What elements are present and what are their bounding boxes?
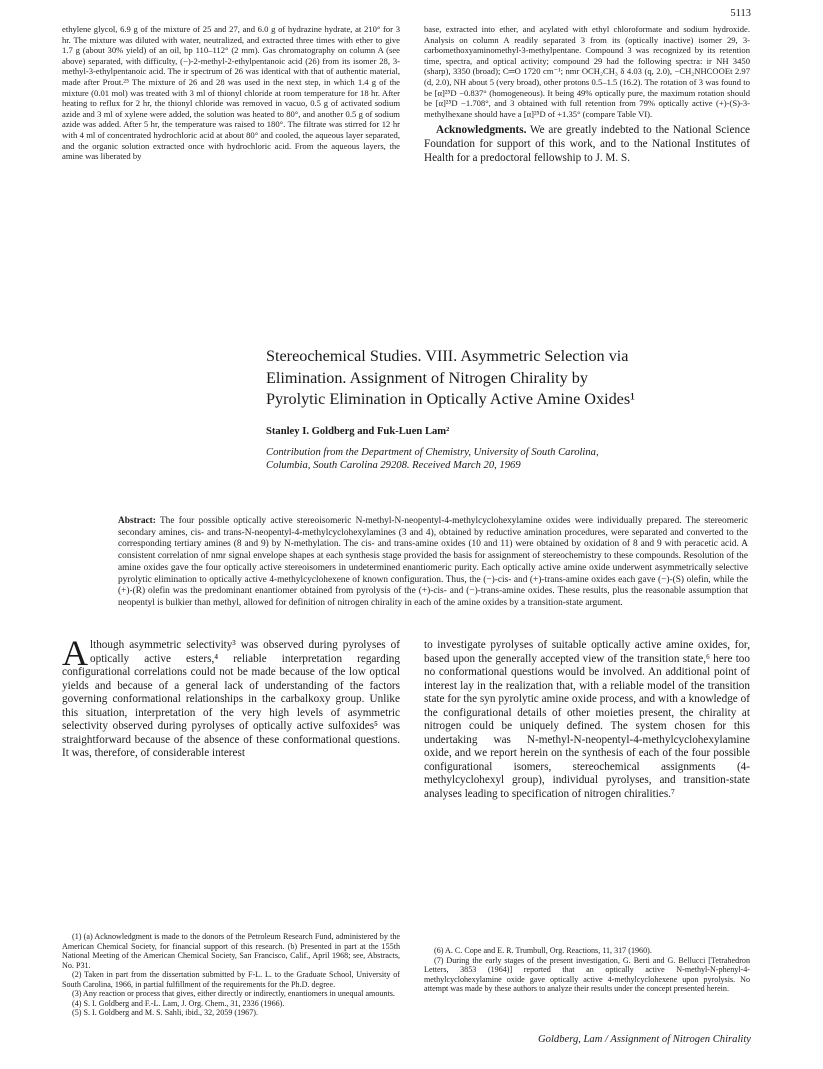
body-right-column — [424, 639, 750, 802]
page-number: 5113 — [730, 8, 751, 19]
top-left-column — [62, 24, 400, 162]
title-line-3: Pyrolytic Elimination in Optically Active Amine Oxides¹ — [266, 390, 636, 408]
acknowledgments — [424, 124, 750, 165]
body-text-right: to investigate pyrolyses of suitable optically active amine oxides, for, based upon the generally accepted view of the transition state,⁶ here too no conformational questions would be involved. An additional point of interest lay in the realization that, with a reliable model of the transition state for the syn pyrolytic amine oxide process, and with a knowledge of the configurational details of other moieties present, the chirality at nitrogen could be uniquely defined. The system chosen for this undertaking was N-methyl-N-neopentyl-4-methylcyclohexylamine oxide, and we report herein on the synthesis of each of the four possible configurational isomers, stereochemical assignments (4-methylcyclohexyl group), individual pyrolyses, and transition-state analyses leading to specification of nitrogen chiralities.⁷ — [424, 639, 750, 801]
affiliation-line-2: Columbia, South Carolina 29208. Received March 20, 1969 — [266, 460, 521, 471]
footnote: (1) (a) Acknowledgment is made to the donors of the Petroleum Research Fund, administered by the American Chemical Society, for financial support of this research. (b) Presented in part at the 155th National Meeting of the American Chemical Society, San Francisco, Calif., April 1968; see, Abstracts, No. P31. — [62, 932, 400, 970]
footnote: (7) During the early stages of the present investigation, G. Berti and G. Bellucci [Tetrahedron Letters, 3853 (1964)] reported that an optically active N-methyl-N-phenyl-4-methylcyclohexylamine oxide gave optically active 4-methylcyclohexene upon pyrolysis. No attempt was made by these authors to analyze their results under the concept presented herein. — [424, 955, 750, 994]
abstract-text: The four possible optically active stereoisomeric N-methyl-N-neopentyl-4-methylcyclohexylamine oxides were individually prepared. The stereomeric secondary amines, cis- and trans-N-neopentyl-4-methylcyclohexylamines (3 and 4), obtained by reductive amination procedures, were separated and converted to the corresponding tertiary amines (8 and 9) by N-methylation. The cis- and trans-amine oxides (10 and 11) were obtained by oxidation of 8 and 9 with peracetic acid. A consistent correlation of nmr signal envelope shapes at each synthesis stage provided the basis for assignment of stereochemistry to these compounds. Resolution of the amine oxides gave the four optically active stereoisomers in undetermined enantiomeric purity. Each optically active amine oxide underwent asymmetrically selective pyrolytic elimination to optically active 4-methylcyclohexene of known configuration. Thus, the (−)-cis- and (+)-trans-amine oxides each gave (−)-(S) olefin, while the (+)-(R) olefin was the predominant enantiomer obtained from pyrolysis of the (+)-cis- and (−)-trans-amine oxides. These results, plus the reasonable assumption that neopentyl is bulkier than methyl, allowed for definition of nitrogen chirality in each of the amine oxides by a transition-state argument. — [118, 516, 748, 608]
title-line-1: Stereochemical Studies. VIII. Asymmetric Selection via — [266, 347, 629, 365]
experimental-text-left: ethylene glycol, 6.9 g of the mixture of 25 and 27, and 6.0 g of hydrazine hydrate, at 210° for 3 hr. The mixture was diluted with water, neutralized, and extracted three times with ether to give 1.7 g (about 30% yield) of an oil, bp 110–112° (2 mm). Gas chromatography on column A (see above) separated, with difficulty, (−)-2-methyl-2-ethylpentanoic acid (26) from its isomer 28, 3-methyl-3-ethylpentanoic acid. The ir spectrum of 26 was identical with that of authentic material, made after Prout.²⁵ The mixture of 26 and 28 was used in the next step, in which 1.4 g of the mixture (0.01 mol) was treated with 3 ml of thionyl chloride at room temperature for 18 hr. After heating to reflux for 2 hr, the thionyl chloride was removed in vacuo, 0.5 g of activated sodium azide and 3 ml of xylene were added, the solution was heated to 80°, and another 0.5 g of sodium azide was added. After 5 hr, the temperature was raised to 180°. The filtrate was stirred for 12 hr with 4 ml of concentrated hydrochloric acid at about 80° and cooled, the aqueous layer separated, and the organic solution extracted once with hydrochloric acid. From the aqueous layers, the amine was liberated by — [62, 24, 400, 162]
title-block — [266, 346, 756, 473]
top-right-column — [424, 24, 750, 165]
running-foot: Goldberg, Lam / Assignment of Nitrogen Chirality — [538, 1034, 751, 1045]
drop-cap: A — [62, 633, 88, 673]
ack-heading: Acknowledgments. — [436, 124, 527, 137]
footnote: (4) S. I. Goldberg and F.-L. Lam, J. Org. Chem., 31, 2336 (1966). — [72, 998, 285, 1008]
footnote: (6) A. C. Cope and E. R. Trumbull, Org. Reactions, 11, 317 (1960). — [434, 946, 652, 955]
abstract-heading: Abstract: — [118, 516, 156, 526]
body-text-left: lthough asymmetric selectivity³ was observed during pyrolyses of optically active esters,⁴ reliable interpretation regarding configurational correlations could not be made because of the low optical yields and because of a general lack of understanding of the factors governing conformational relationships in the carbalkoxy group. Unlike this situation, interpretation of the very high levels of asymmetric selectivity observed during pyrolyses of optically active sulfoxides⁵ was straightforward because of the absence of these conformational questions. It was, therefore, of considerable interest — [62, 639, 400, 760]
article-title — [266, 346, 756, 411]
footnote: (5) S. I. Goldberg and M. S. Sahli, ibid., 32, 2059 (1967). — [72, 1008, 258, 1018]
affiliation-line-1: Contribution from the Department of Chemistry, University of South Carolina, — [266, 446, 599, 458]
footnotes-left — [62, 932, 400, 1018]
abstract — [118, 516, 748, 610]
footnote: (2) Taken in part from the dissertation submitted by F-L. L. to the Graduate School, University of South Carolina, 1966, in partial fulfillment of the requirements for the Ph.D. degree. — [62, 970, 400, 989]
body-left-column — [62, 633, 400, 761]
authors: Stanley I. Goldberg and Fuk-Luen Lam² — [266, 425, 450, 437]
footnote: (3) Any reaction or process that gives, either directly or indirectly, enantiomers in unequal amounts. — [72, 989, 395, 999]
title-line-2: Elimination. Assignment of Nitrogen Chirality by — [266, 368, 588, 387]
footnotes-right — [424, 946, 750, 994]
affiliation — [266, 446, 756, 473]
ack-text: We are greatly indebted to the National Science Foundation for support of this work, and to the National Institutes of Health for a predoctoral fellowship to J. M. S. — [424, 124, 750, 164]
experimental-text-right: base, extracted into ether, and acylated with ethyl chloroformate and sodium hydroxide. Analysis on column A readily separated 3 from its (optically inactive) isomer 29, 3-carbomethoxyaminomethyl-3-methylpentane. Compound 3 was recognized by its retention time, spectra, and optical activity; compound 29 had the following spectra: ir NH 3450 (sharp), 3350 (broad); C═O 1720 cm⁻¹; nmr OCH₂CH₃ δ 4.03 (q, 2.0), −CH₂NHCOOEt 2.97 (d, 2.0), NH about 5 (very broad), other protons 0.5–1.5 (16.2). The rotation of 3 was found to be [α]²⁵D −0.837° (homogeneous). It being 49% optically pure, the maximum rotation should be [α]²⁵D −1.708°, and 3 obtained with full retention from 79% optically active (+)-(S)-3-methylhexane should have a [α]²⁵D of +1.35° (compare Table VI). — [424, 24, 750, 119]
